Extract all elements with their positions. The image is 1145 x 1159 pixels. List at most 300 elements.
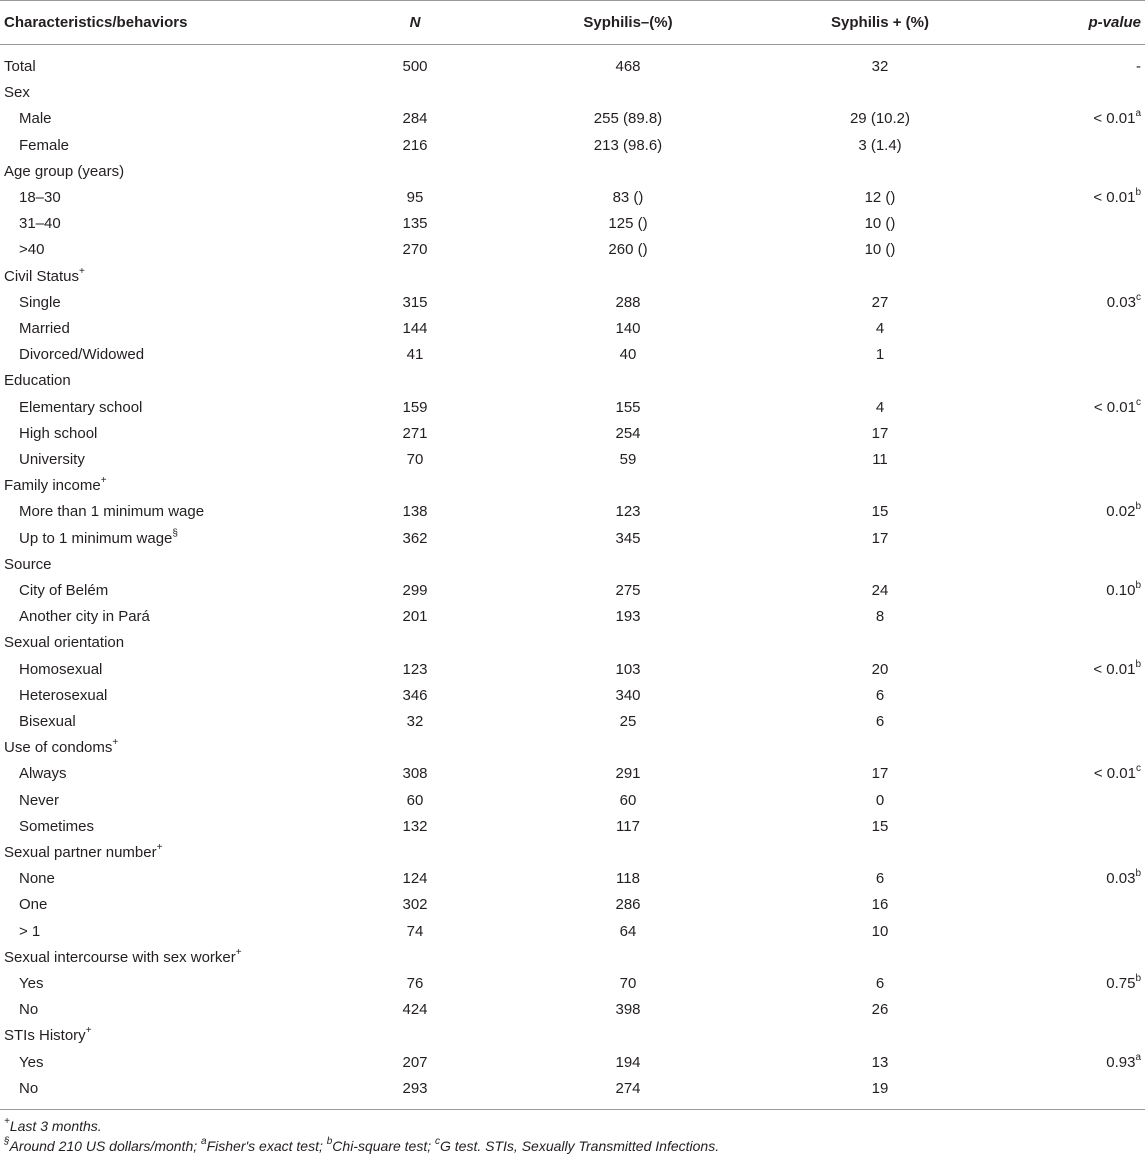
table-row [0,788,1145,814]
p-value-text: < 0.01 [1093,110,1136,128]
cell-syphilis-negative: 25 [619,713,637,730]
cell-syphilis-negative: 103 [615,660,641,678]
bottom-rule [0,1109,1145,1110]
cell-syphilis-negative: 155 [615,398,641,416]
row-label [19,788,59,814]
row-label [19,447,85,473]
row-label [4,159,124,185]
row-label-footnote-marker: + [112,737,119,749]
row-label-text: Sexual partner number [4,844,157,861]
row-label-text: More than 1 minimum wage [19,503,205,521]
p-value-text: < 0.01 [1093,660,1136,678]
cell-syphilis-positive: 6 [875,870,885,888]
table-header-row [0,10,1145,36]
p-value-text: < 0.01 [1093,765,1136,783]
row-label [19,971,43,997]
cell-syphilis-positive: 4 [875,320,885,337]
cell-syphilis-positive: 20 [871,660,889,678]
cell-syphilis-negative [548,945,708,971]
cell-syphilis-positive: 0 [875,791,885,809]
cell-syphilis-positive: 10 [871,922,889,940]
cell-n: 132 [402,817,428,835]
table-row [0,526,1145,552]
cell-syphilis-negative: 286 [615,896,641,914]
cell-n [360,80,470,106]
footnote-2-text-b: Fisher's exact test; [206,1138,327,1154]
row-label-text: Family income [4,477,101,495]
cell-n: 284 [402,110,428,128]
cell-syphilis-negative [548,473,708,499]
cell-syphilis-positive: 27 [871,293,889,311]
table-group-row [0,264,1145,290]
cell-n: 144 [402,320,428,337]
table-group-row [0,840,1145,866]
row-label-text: Sometimes [19,817,95,835]
cell-n: 60 [406,791,424,809]
row-label [4,1023,92,1049]
cell-n [360,1023,470,1049]
row-label [19,499,204,525]
cell-syphilis-negative [548,552,708,578]
table-group-row [0,630,1145,656]
p-value-text: 0.03 [1106,293,1136,311]
row-label-footnote-marker: + [100,475,107,487]
cell-n [360,264,470,290]
cell-syphilis-positive: 17 [871,765,889,783]
cell-syphilis-positive: 32 [871,58,889,75]
row-label-text: > 1 [19,922,41,940]
cell-n: 70 [406,451,424,468]
footnote-2-text-c: Chi-square test; [332,1138,436,1154]
table-row [0,1076,1145,1102]
cell-syphilis-negative [548,1023,708,1049]
row-label-text: Total [4,58,36,75]
row-label [19,290,61,316]
cell-n: 500 [402,58,428,75]
table-row [0,237,1145,263]
row-label-footnote-marker: + [156,842,163,853]
row-label [4,368,71,394]
cell-syphilis-positive: 4 [875,398,885,416]
cell-n: 308 [402,765,428,783]
cell-syphilis-negative: 274 [615,1079,641,1097]
row-label [4,735,118,761]
cell-n: 424 [402,1001,428,1019]
cell-p-value [1106,578,1141,604]
cell-syphilis-negative: 140 [615,320,641,337]
table-row [0,604,1145,630]
row-label [19,919,40,945]
cell-p-value [1093,657,1141,683]
table-row [0,919,1145,945]
cell-n: 76 [406,975,424,992]
row-label-text: STIs History [4,1027,86,1045]
table-row [0,683,1145,709]
row-label [19,1076,38,1102]
row-label [4,80,30,106]
cell-syphilis-negative: 194 [615,1053,641,1071]
table-group-row [0,159,1145,185]
cell-n: 123 [402,660,428,678]
cell-syphilis-positive: 15 [871,503,889,521]
cell-syphilis-negative: 59 [619,451,637,468]
cell-syphilis-negative: 345 [615,529,641,547]
cell-syphilis-positive [800,630,960,656]
cell-syphilis-negative: 117 [616,817,640,835]
row-label-footnote-marker: § [172,527,178,539]
p-value-test-marker: b [1135,658,1141,670]
table-row [0,106,1145,132]
table-group-row [0,945,1145,971]
cell-n: 159 [402,398,428,416]
header-syphilis-negative: Syphilis–(%) [583,14,673,31]
p-value-test-marker: c [1136,291,1141,303]
cell-syphilis-positive: 6 [875,975,885,992]
cell-n: 362 [402,529,428,547]
cell-syphilis-negative: 125 () [608,215,648,233]
p-value-text: 0.93 [1106,1053,1136,1071]
row-label-text: Homosexual [19,660,103,678]
row-label [19,237,44,263]
cell-n: 124 [402,870,428,888]
cell-syphilis-positive [800,80,960,106]
row-label [4,945,242,971]
row-label-text: Elementary school [19,398,143,416]
table-row [0,657,1145,683]
cell-syphilis-negative: 398 [615,1001,641,1019]
cell-n: 270 [402,241,428,259]
p-value-test-marker: b [1135,973,1141,984]
footnote-2-marker-a: a [201,1136,207,1148]
row-label-text: Education [4,372,71,390]
footnote-2-marker-c: c [435,1136,441,1148]
cell-syphilis-positive [800,264,960,290]
table-row [0,133,1145,159]
row-label-text: Sexual orientation [4,634,125,652]
table-row [0,997,1145,1023]
cell-n [360,735,470,761]
row-label [19,526,178,552]
row-label [19,761,67,787]
cell-n [360,945,470,971]
cell-syphilis-negative: 60 [619,791,637,809]
footnote-1 [4,1118,102,1134]
row-label-text: 31–40 [19,215,61,233]
cell-n: 207 [402,1053,428,1071]
header-p-value: p-value [1088,14,1141,31]
cell-p-value [1093,106,1141,132]
row-label-text: Divorced/Widowed [19,346,145,364]
cell-syphilis-positive: 15 [871,817,889,835]
header-n: N [409,14,421,31]
row-label [19,578,108,604]
table-row [0,290,1145,316]
cell-syphilis-negative: 83 () [612,189,644,206]
cell-syphilis-positive: 8 [875,608,885,626]
row-label-text: Civil Status [4,267,80,285]
row-label [19,316,70,342]
cell-syphilis-positive: 29 (10.2) [849,110,911,128]
cell-syphilis-negative: 254 [615,424,641,442]
cell-n: 74 [406,922,424,940]
table-row [0,1050,1145,1076]
row-label [19,683,107,709]
cell-syphilis-negative: 291 [615,765,641,783]
footnote-1-text: Last 3 months. [9,1118,102,1134]
cell-syphilis-positive: 3 (1.4) [858,136,902,154]
row-label [19,133,69,159]
footnote-2-marker-b: b [326,1136,333,1148]
cell-syphilis-negative: 468 [615,58,641,75]
p-value-test-marker: b [1135,580,1141,591]
p-value-text: - [1136,58,1141,75]
cell-p-value [1093,185,1141,211]
table-row [0,709,1145,735]
table-row [0,211,1145,237]
cell-syphilis-positive: 12 () [864,189,896,206]
p-value-test-marker: a [1135,1051,1141,1063]
cell-syphilis-positive [800,1023,960,1049]
row-label-text: University [19,451,85,468]
cell-n: 95 [406,189,424,206]
row-label-text: High school [19,424,98,442]
table-row [0,499,1145,525]
header-syphilis-positive: Syphilis + (%) [831,14,929,31]
footnote-2-text-d: G test. STIs, Sexually Transmitted Infections. [440,1138,720,1154]
cell-n [360,840,470,866]
cell-syphilis-positive [800,945,960,971]
cell-n: 302 [402,896,428,914]
row-label-text: Up to 1 minimum wage [19,529,173,547]
table-group-row [0,80,1145,106]
row-label [4,840,162,866]
cell-p-value [1106,1050,1141,1076]
row-label-text: One [19,896,48,914]
cell-n: 201 [402,608,428,626]
row-label-text: >40 [19,241,45,259]
p-value-test-marker: c [1136,763,1141,775]
cell-syphilis-positive: 11 [872,451,888,468]
row-label-text: Always [19,765,67,783]
cell-syphilis-negative [548,159,708,185]
cell-n: 346 [402,686,428,704]
cell-syphilis-positive: 6 [875,686,885,704]
row-label [4,552,52,578]
cell-syphilis-negative: 275 [615,582,641,599]
cell-syphilis-negative: 260 () [608,241,648,259]
cell-syphilis-positive: 1 [875,346,885,364]
table-row [0,185,1145,211]
row-label [19,892,47,918]
row-label [4,630,124,656]
cell-n: 41 [406,346,424,364]
row-label-text: 18–30 [19,189,61,206]
row-label [4,264,85,290]
table-row [0,342,1145,368]
cell-syphilis-negative [548,264,708,290]
table-row [0,971,1145,997]
row-label [19,1050,43,1076]
cell-n: 138 [402,503,428,521]
row-label-text: Sex [4,84,30,102]
row-label [19,709,76,735]
p-value-text: < 0.01 [1093,189,1136,206]
cell-n: 32 [406,713,424,730]
cell-syphilis-positive [800,159,960,185]
row-label-text: Heterosexual [19,686,108,704]
row-label-text: Sexual intercourse with sex worker [4,948,236,966]
cell-syphilis-positive [800,735,960,761]
cell-p-value [1094,395,1141,421]
cell-syphilis-positive [800,473,960,499]
row-label-text: No [19,1001,39,1019]
row-label [19,211,61,237]
cell-syphilis-negative: 40 [619,346,637,364]
cell-p-value [1136,54,1141,80]
cell-syphilis-positive: 13 [871,1053,889,1071]
cell-n: 299 [402,582,428,599]
row-label [19,342,144,368]
cell-n: 135 [402,215,428,233]
table-row [0,866,1145,892]
cell-syphilis-positive [800,368,960,394]
cell-syphilis-negative: 123 [615,503,641,521]
cell-syphilis-negative: 213 (98.6) [593,136,663,154]
row-label-text: No [19,1079,39,1097]
p-value-text: 0.10 [1106,582,1136,599]
cell-syphilis-positive: 16 [871,896,889,914]
cell-syphilis-positive: 10 () [864,215,896,233]
row-label-footnote-marker: + [79,265,85,277]
table-group-row [0,473,1145,499]
cell-p-value [1094,761,1141,787]
row-label [19,997,38,1023]
footnote-2-text-a: Around 210 US dollars/month; [9,1138,202,1154]
p-value-test-marker: a [1135,108,1141,120]
cell-p-value [1106,866,1141,892]
cell-syphilis-negative: 340 [615,686,641,704]
cell-syphilis-negative [548,368,708,394]
p-value-test-marker: c [1136,396,1141,408]
row-label-text: Female [19,136,70,154]
row-label-text: Never [19,791,60,809]
row-label [4,54,36,80]
cell-syphilis-negative [548,840,708,866]
cell-syphilis-negative: 288 [615,293,641,311]
cell-syphilis-positive [800,552,960,578]
row-label-text: Bisexual [19,713,76,730]
cell-syphilis-negative [548,630,708,656]
p-value-test-marker: b [1135,868,1141,880]
footnote-2-marker-section: § [4,1136,10,1148]
table-row [0,892,1145,918]
row-label-text: Yes [19,1053,44,1071]
row-label [4,473,107,499]
table-row [0,421,1145,447]
cell-syphilis-negative [548,735,708,761]
row-label-text: Source [4,555,52,573]
footnote-2 [4,1138,719,1154]
footnote-1-marker: + [4,1116,10,1128]
row-label [19,395,142,421]
cell-syphilis-positive: 17 [871,424,889,442]
cell-syphilis-negative: 255 (89.8) [593,110,663,128]
table-row [0,395,1145,421]
cell-syphilis-negative [548,80,708,106]
table-row [0,761,1145,787]
cell-syphilis-positive: 6 [875,713,885,730]
cell-p-value [1107,290,1141,316]
p-value-test-marker: b [1135,187,1141,198]
cell-n [360,159,470,185]
cell-n: 271 [402,424,428,442]
header-characteristics: Characteristics/behaviors [4,14,188,31]
cell-syphilis-positive: 26 [871,1001,889,1019]
row-label [19,657,102,683]
row-label-text: Yes [19,975,44,992]
cell-n [360,552,470,578]
cell-syphilis-negative: 64 [619,922,637,940]
row-label-text: Male [19,110,52,128]
cell-syphilis-positive: 19 [871,1079,889,1097]
cell-syphilis-negative: 118 [616,870,640,888]
top-rule [0,0,1145,1]
row-label [19,185,61,211]
cell-n [360,630,470,656]
p-value-text: 0.03 [1106,870,1136,888]
cell-syphilis-negative: 70 [619,975,637,992]
row-label-text: City of Belém [19,582,109,599]
cell-n [360,368,470,394]
table-group-row [0,552,1145,578]
cell-p-value [1106,499,1141,525]
table-group-row [0,368,1145,394]
header-rule [0,44,1145,45]
row-label-text: Single [19,293,61,311]
p-value-test-marker: b [1135,501,1141,513]
p-value-text: 0.75 [1106,975,1136,992]
cell-n [360,473,470,499]
cell-syphilis-positive: 10 () [864,241,896,259]
row-label-footnote-marker: + [85,1025,92,1037]
cell-syphilis-positive: 17 [871,529,889,547]
table-row [0,316,1145,342]
row-label-text: Married [19,320,70,337]
cell-n: 293 [402,1079,428,1097]
row-label-text: Use of condoms [4,739,113,757]
row-label [19,604,150,630]
row-label-text: Another city in Pará [19,608,150,626]
row-label-text: None [19,870,55,888]
row-label-text: Age group (years) [4,162,125,180]
table-row [0,814,1145,840]
table-group-row [0,54,1145,80]
cell-syphilis-positive: 24 [871,582,889,599]
cell-syphilis-negative: 193 [615,608,641,626]
p-value-text: < 0.01 [1093,398,1136,416]
cell-syphilis-positive [800,840,960,866]
row-label [19,866,55,892]
table-row [0,578,1145,604]
p-value-text: 0.02 [1106,503,1136,521]
table-group-row [0,735,1145,761]
cell-n: 315 [402,293,428,311]
row-label [19,814,94,840]
table-group-row [0,1023,1145,1049]
row-label-footnote-marker: + [235,946,242,958]
row-label [19,421,97,447]
cell-n: 216 [402,136,428,154]
